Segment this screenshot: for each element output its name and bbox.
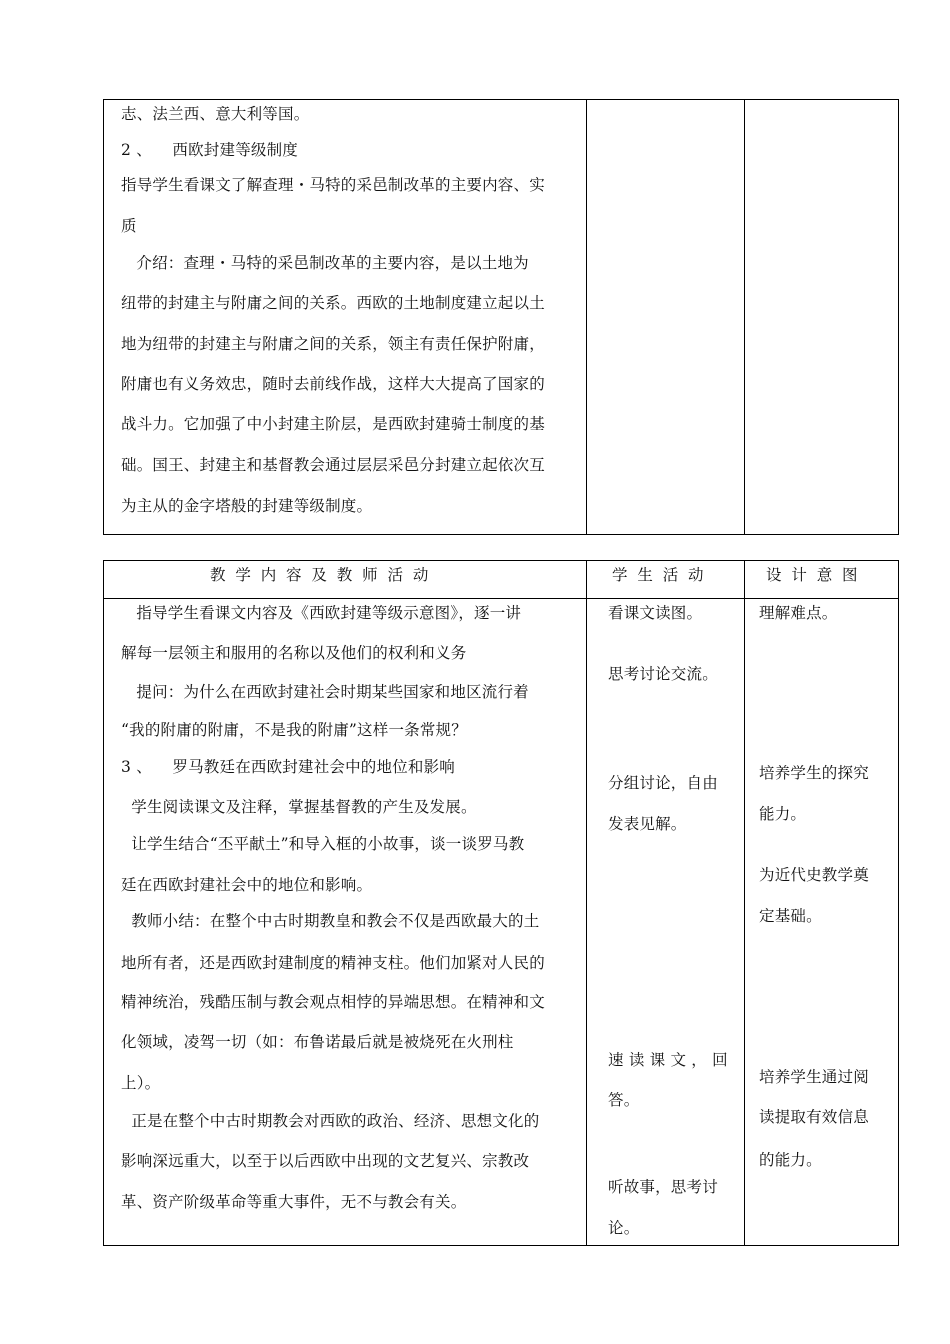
- text-line: 地所有者，还是西欧封建制度的精神支柱。他们加紧对人民的: [121, 954, 545, 972]
- text-line: 指导学生看课文内容及《西欧封建等级示意图》，逐一讲: [121, 604, 522, 622]
- text-line: 答。: [608, 1091, 640, 1109]
- text-line: 速 读 课 文 ， 回: [608, 1051, 728, 1069]
- column-divider: [586, 561, 587, 1245]
- text-line: 精神统治，残酷压制与教会观点相悖的异端思想。在精神和文: [121, 993, 545, 1011]
- text-line: 培养学生通过阅: [759, 1068, 869, 1086]
- column-divider: [744, 100, 745, 534]
- text-line: 的能力。: [759, 1151, 822, 1169]
- text-line: 定基础。: [759, 907, 822, 925]
- header-divider: [104, 598, 898, 599]
- column-divider: [586, 100, 587, 534]
- text-line: 能力。: [759, 805, 807, 823]
- text-line: 廷在西欧封建社会中的地位和影响。: [121, 876, 373, 894]
- text-line: 看课文读图。: [608, 604, 703, 622]
- text-line: 教师小结：在整个中古时期教皇和教会不仅是西欧最大的土: [121, 912, 540, 930]
- text-line: 化领域，凌驾一切（如：布鲁诺最后就是被烧死在火刑柱: [121, 1033, 514, 1051]
- text-line: 为主从的金字塔般的封建等级制度。: [121, 497, 373, 515]
- header-design-intent: 设 计 意 图: [766, 566, 858, 584]
- text-line: 指导学生看课文了解查理・马特的采邑制改革的主要内容、实: [121, 176, 545, 194]
- text-line: 理解难点。: [759, 604, 838, 622]
- text-line: 发表见解。: [608, 815, 687, 833]
- header-student-activity: 学 生 活 动: [612, 566, 704, 584]
- text-line: 础。国王、封建主和基督教会通过层层采邑分封建立起依次互: [121, 456, 545, 474]
- text-line: 影响深远重大，以至于以后西欧中出现的文艺复兴、宗教改: [121, 1152, 530, 1170]
- text-line: 纽带的封建主与附庸之间的关系。西欧的土地制度建立起以土: [121, 294, 545, 312]
- text-line: 质: [121, 217, 137, 235]
- text-line: 3 、 罗马教廷在西欧封建社会中的地位和影响: [121, 758, 455, 776]
- text-line: 志、法兰西、意大利等国。: [121, 105, 310, 123]
- text-line: 为近代史教学奠: [759, 866, 869, 884]
- header-teaching-content: 教 学 内 容 及 教 师 活 动: [210, 566, 429, 584]
- text-line: 培养学生的探究: [759, 764, 869, 782]
- text-line: 介绍：查理・马特的采邑制改革的主要内容，是以土地为: [121, 254, 529, 272]
- text-line: 正是在整个中古时期教会对西欧的政治、经济、思想文化的: [121, 1112, 540, 1130]
- text-line: 学生阅读课文及注释，掌握基督教的产生及发展。: [121, 798, 477, 816]
- column-divider: [744, 561, 745, 1245]
- text-line: 分组讨论，自由: [608, 774, 718, 792]
- text-line: 上）。: [121, 1074, 161, 1092]
- text-line: 让学生结合“丕平献土”和导入框的小故事，谈一谈罗马教: [121, 835, 525, 853]
- text-line: 附庸也有义务效忠，随时去前线作战，这样大大提高了国家的: [121, 375, 545, 393]
- text-line: 地为纽带的封建主与附庸之间的关系，领主有责任保护附庸，: [121, 335, 545, 353]
- text-line: 战斗力。它加强了中小封建主阶层，是西欧封建骑士制度的基: [121, 415, 545, 433]
- text-line: 思考讨论交流。: [608, 665, 718, 683]
- text-line: 2 、 西欧封建等级制度: [121, 141, 298, 159]
- text-line: 解每一层领主和服用的名称以及他们的权利和义务: [121, 644, 467, 662]
- text-line: 听故事，思考讨: [608, 1178, 718, 1196]
- text-line: “我的附庸的附庸，不是我的附庸”这样一条常规？: [121, 721, 467, 739]
- text-line: 论。: [608, 1219, 640, 1237]
- text-line: 读提取有效信息: [759, 1108, 869, 1126]
- text-line: 提问：为什么在西欧封建社会时期某些国家和地区流行着: [121, 683, 529, 701]
- text-line: 革、资产阶级革命等重大事件，无不与教会有关。: [121, 1193, 467, 1211]
